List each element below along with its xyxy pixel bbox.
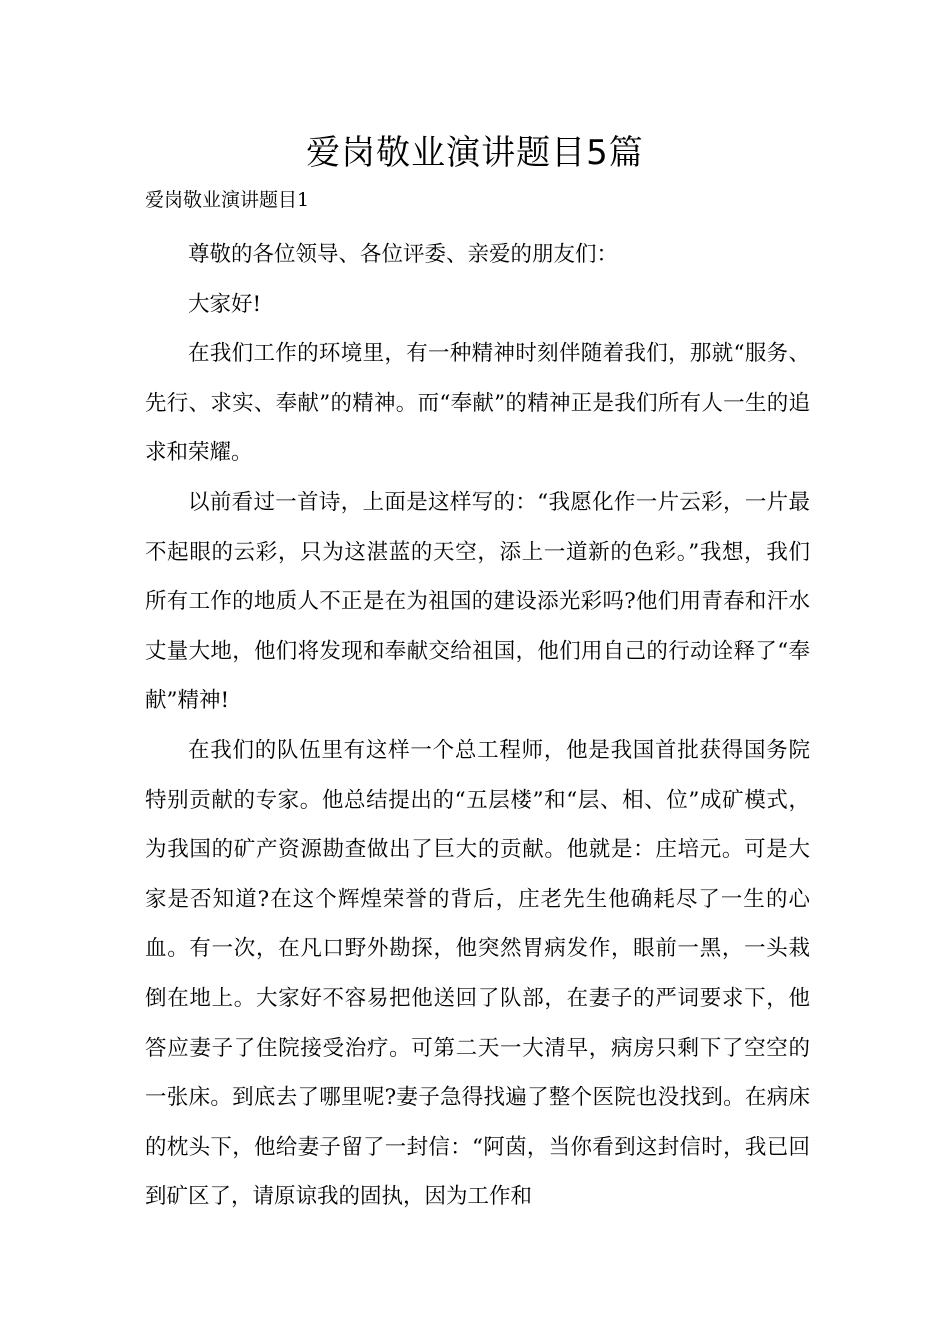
section-heading: 爱岗敬业演讲题目1 [145, 189, 310, 211]
paragraph-greeting: 大家好! [188, 291, 262, 317]
paragraph-salutation: 尊敬的各位领导、各位评委、亲爱的朋友们： [188, 242, 619, 267]
paragraph-engineer-story: 在我们的队伍里有这样一个总工程师，他是我国首批获得国务院特别贡献的专家。他总结提出的“五层楼”和“层、相、位”成矿模式，为我国的矿产资源勘查做出了巨大的贡献。他就是：庄培元。可是大家是否知道?在这个辉煌荣誉的背后，庄老先生他确耗尽了一生的心血。有一次，在凡口野外勘探，他突然胃病发作，眼前一黑，一头栽倒在地上。大家好不容易把他送回了队部，在妻子的严词要求下，他答应妻子了住院接受治疗。可第二天一大清早，病房只剩下了空空的一张床。到底去了哪里呢?妻子急得找遍了整个医院也没找到。在病床的枕头下，他给妻子留了一封信：“阿茵，当你看到这封信时，我已回到矿区了，请原谅我的固执，因为工作和 [145, 737, 810, 1210]
paragraph-poem: 以前看过一首诗，上面是这样写的：“我愿化作一片云彩，一片最不起眼的云彩，只为这湛蓝的天空，添上一道新的色彩。”我想，我们所有工作的地质人不正是在为祖国的建设添光彩吗?他们用青春和汗水丈量大地，他们将发现和奉献交给祖国，他们用自己的行动诠释了“奉献”精神! [145, 489, 810, 714]
document-body [145, 230, 810, 1222]
document-title: 爱岗敬业演讲题目5篇 [306, 133, 644, 173]
paragraph-spirit: 在我们工作的环境里，有一种精神时刻伴随着我们，那就“服务、先行、求实、奉献”的精神。而“奉献”的精神正是我们所有人一生的追求和荣耀。 [145, 341, 810, 466]
